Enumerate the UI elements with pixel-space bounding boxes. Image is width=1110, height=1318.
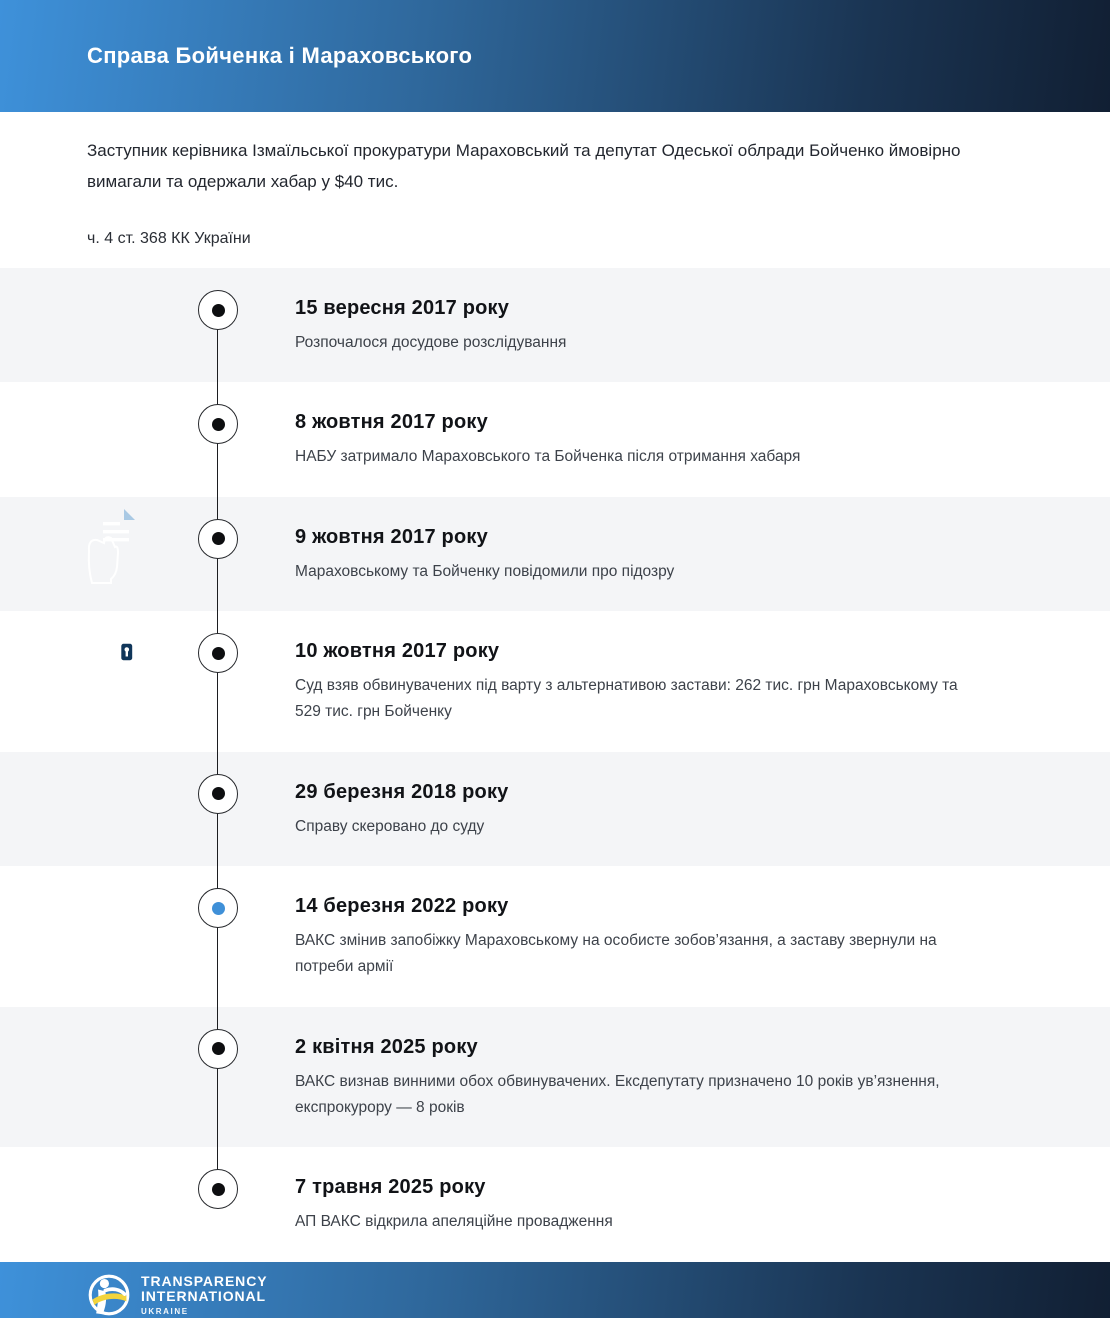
- event-description: Справу скеровано до суду: [295, 817, 485, 835]
- event-description: ВАКС визнав винними обох обвинувачених. Ексдепутату призначено 10 років ув’язнення, експрокурору — 8 років: [295, 1072, 940, 1117]
- header-banner: [0, 0, 1110, 112]
- jail-bars-icon: [85, 621, 135, 683]
- event-date: 8 жовтня 2017 року: [295, 411, 488, 434]
- ti-logo-text: [141, 1274, 267, 1316]
- event-date: 15 вересня 2017 року: [295, 297, 510, 319]
- timeline-marker: [198, 1029, 238, 1069]
- timeline-event-row: [0, 382, 1110, 496]
- law-reference: ч. 4 ст. 368 КК України: [87, 229, 251, 247]
- timeline-event-row: [0, 268, 1110, 382]
- timeline-marker: [198, 633, 238, 673]
- intro-section: [0, 112, 1110, 268]
- event-description: НАБУ затримало Мараховського та Бойченка після отримання хабаря: [295, 448, 801, 466]
- transparency-international-logo: [87, 1273, 267, 1317]
- timeline-dot: [212, 902, 225, 915]
- timeline-event-row: [0, 497, 1110, 611]
- event-date: 29 березня 2018 року: [295, 780, 509, 803]
- ti-globe-icon: [87, 1273, 131, 1317]
- timeline-event-row: [0, 611, 1110, 752]
- event-date: 14 березня 2022 року: [295, 895, 509, 918]
- timeline-marker: [198, 290, 238, 330]
- timeline-marker: [198, 404, 238, 444]
- timeline-dot: [212, 418, 225, 431]
- event-date: 10 жовтня 2017 року: [295, 640, 500, 663]
- event-date: 2 квітня 2025 року: [295, 1035, 478, 1058]
- ti-logo-line2: INTERNATIONAL: [141, 1288, 266, 1305]
- timeline-dot: [212, 647, 225, 660]
- event-description: АП ВАКС відкрила апеляційне провадження: [295, 1213, 613, 1231]
- timeline-dot: [212, 787, 225, 800]
- event-description: Мараховському та Бойченку повідомили про підозру: [295, 562, 675, 580]
- timeline-marker: [198, 888, 238, 928]
- timeline-event-row: [0, 752, 1110, 866]
- event-description: Розпочалося досудове розслідування: [295, 334, 567, 351]
- timeline-dot: [212, 1183, 225, 1196]
- timeline-event-row: [0, 1147, 1110, 1261]
- timeline-dot: [212, 532, 225, 545]
- page-title: Справа Бойченка і Мараховського: [87, 43, 473, 68]
- event-date: 7 травня 2025 року: [295, 1176, 486, 1199]
- footer-banner: [0, 1262, 1110, 1318]
- ti-logo-line3: UKRAINE: [141, 1306, 189, 1316]
- timeline-marker: [198, 774, 238, 814]
- timeline: [0, 268, 1110, 1262]
- timeline-dot: [212, 304, 225, 317]
- event-date: 9 жовтня 2017 року: [295, 525, 488, 548]
- hand-document-icon: [85, 507, 137, 593]
- timeline-event-row: [0, 1007, 1110, 1148]
- case-summary: Заступник керівника Ізмаїльської прокуратури Мараховський та депутат Одеської облради Бойченко ймовірно вимагали та одержали хабар у $40 тис.: [87, 141, 961, 191]
- event-description: Суд взяв обвинувачених під варту з альтернативою застави: 262 тис. грн Мараховському та 529 тис. грн Бойченку: [295, 677, 958, 721]
- timeline-dot: [212, 1042, 225, 1055]
- timeline-marker: [198, 1169, 238, 1209]
- timeline-event-row: [0, 866, 1110, 1007]
- timeline-marker: [198, 519, 238, 559]
- event-description: ВАКС змінив запобіжку Мараховському на особисте зобов’язання, а заставу звернули на потреби армії: [295, 932, 937, 976]
- ti-logo-line1: TRANSPARENCY: [141, 1272, 268, 1289]
